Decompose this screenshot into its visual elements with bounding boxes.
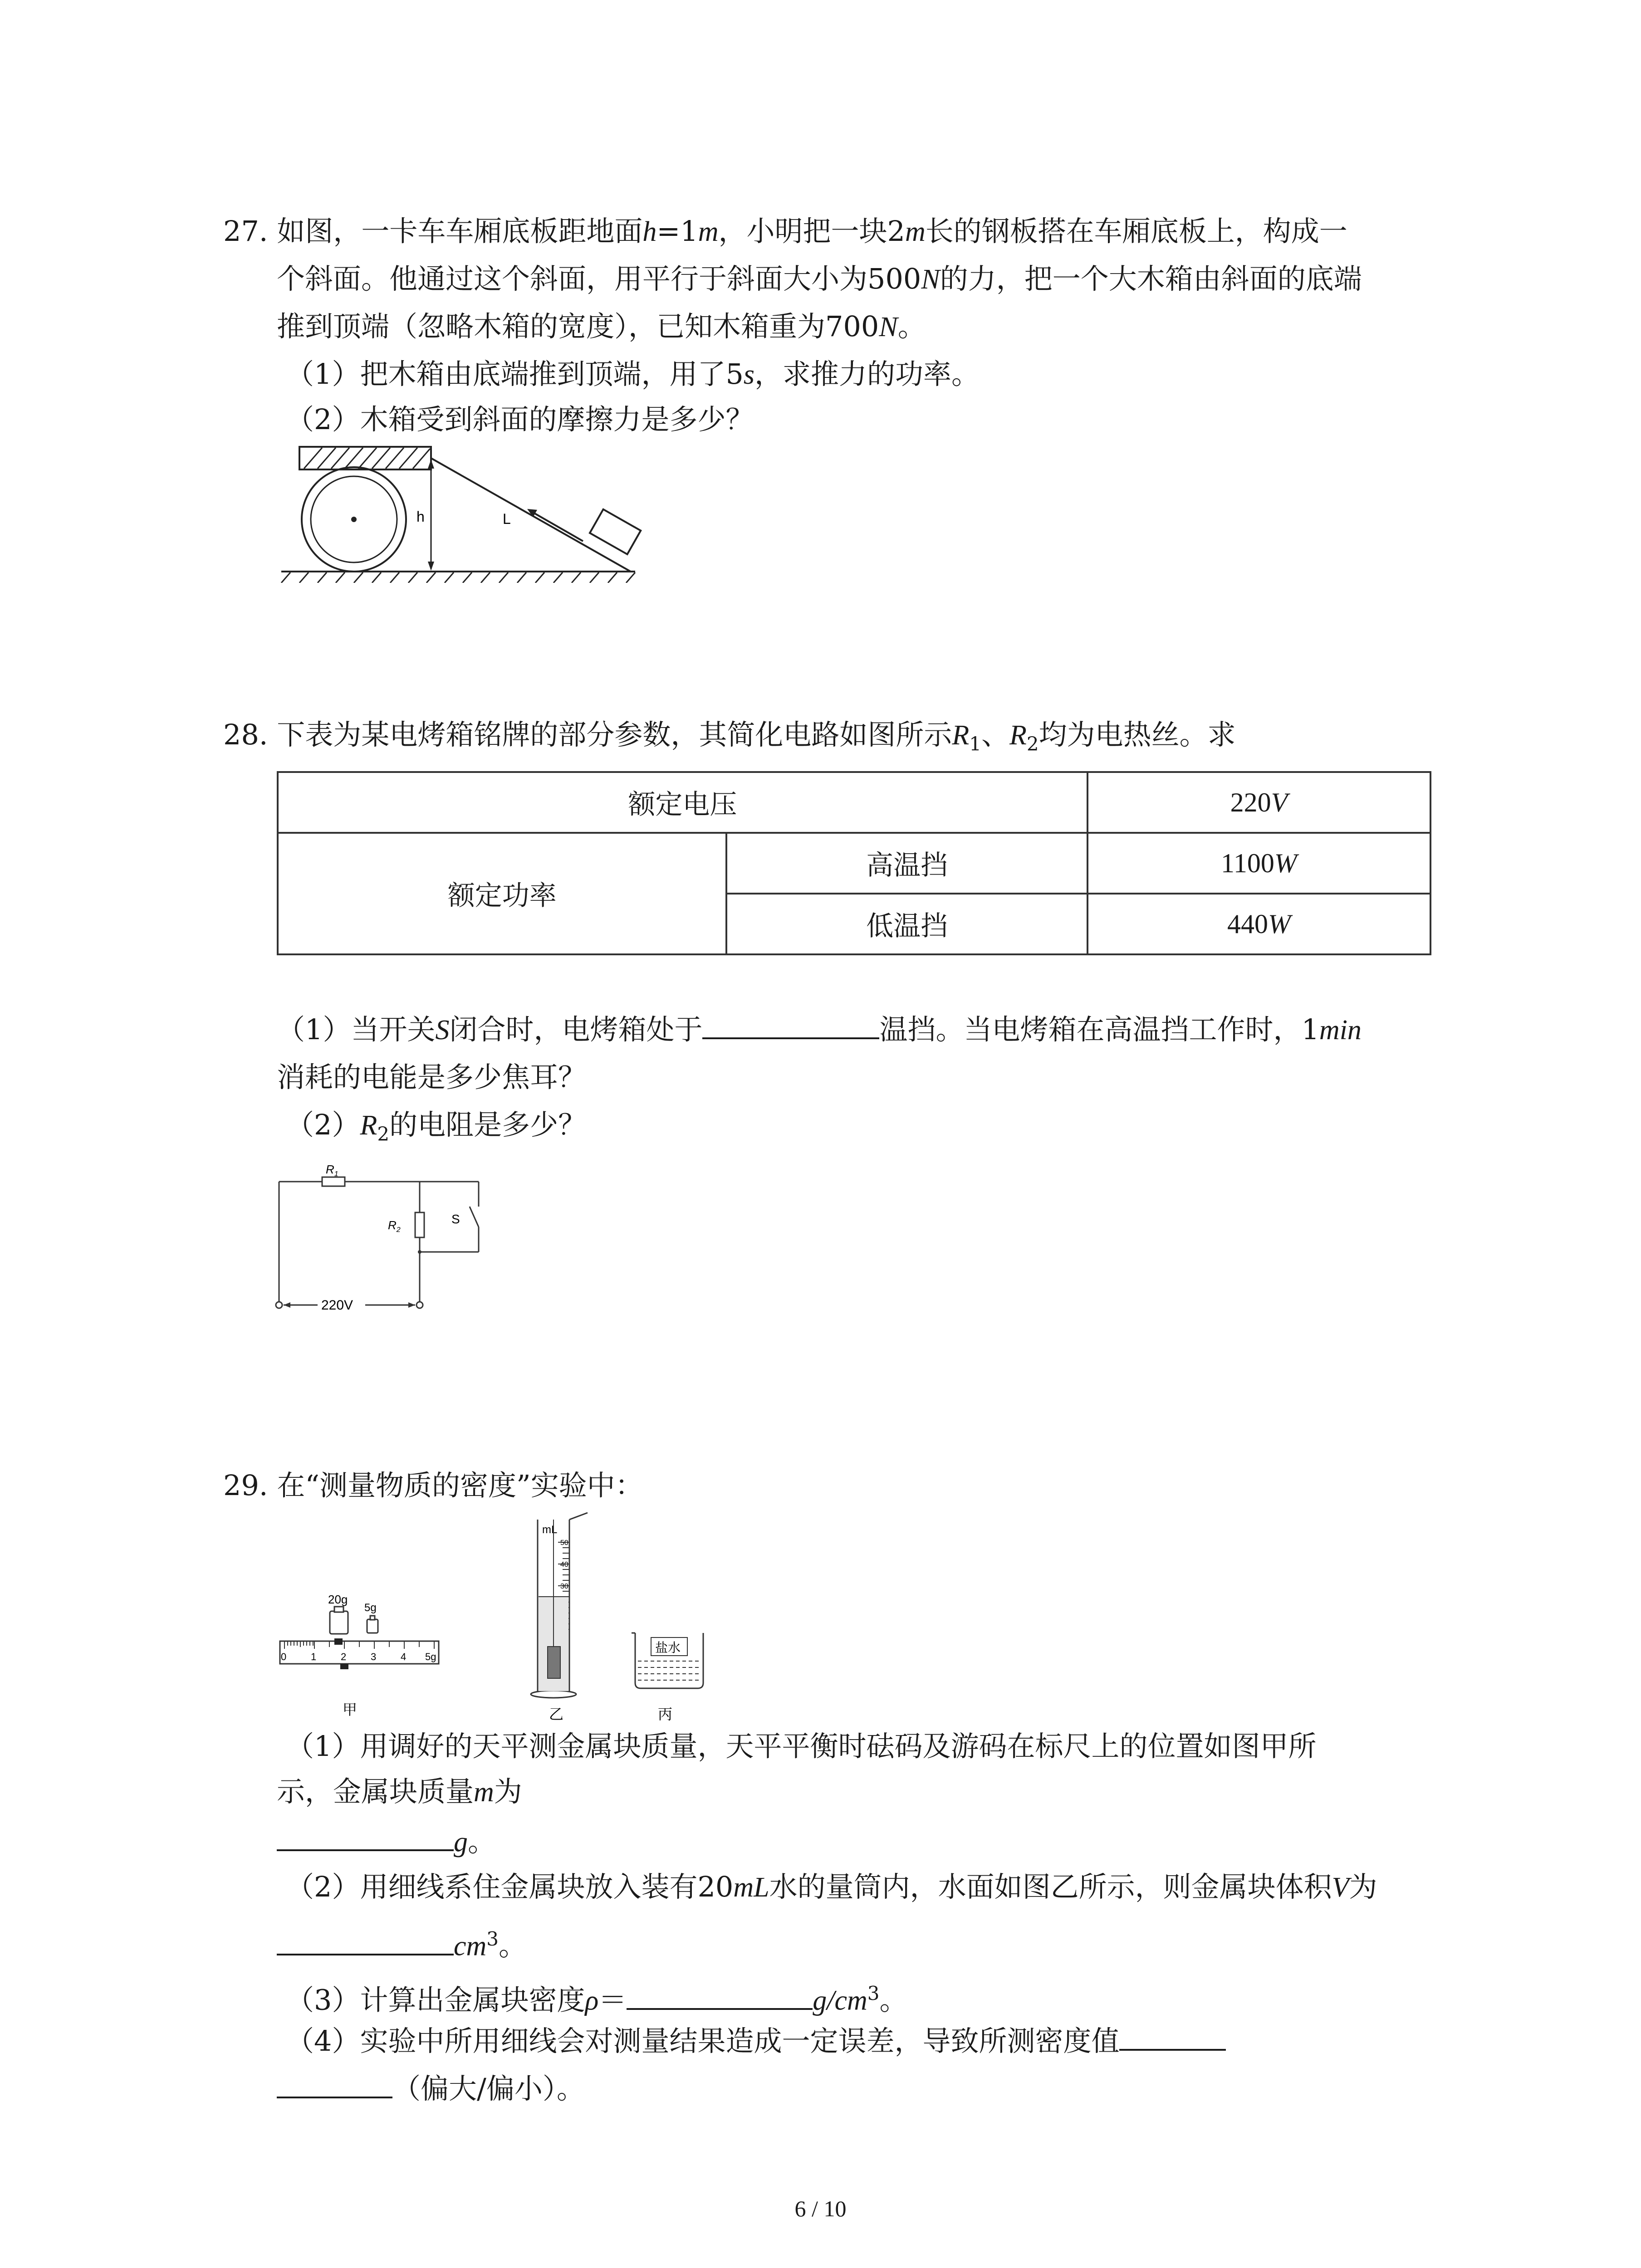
ground-hatch <box>281 572 635 583</box>
wheel-hub <box>351 517 357 522</box>
q27-line-2: 个斜面。他通过这个斜面，用平行于斜面大小为500N的力，把一个大木箱由斜面的底端 <box>277 262 1362 295</box>
high-temp-value: 1100W <box>1087 833 1430 894</box>
hatch-lines <box>304 448 430 469</box>
svg-text:0: 0 <box>281 1651 287 1662</box>
label-L: L <box>503 511 511 527</box>
wooden-box <box>590 509 641 554</box>
q27-incline-figure <box>272 442 644 583</box>
weight-20g <box>330 1611 348 1634</box>
terminal-left <box>276 1302 282 1308</box>
q29-line-1: 29. 在“测量物质的密度”实验中： <box>223 1469 643 1502</box>
q29-sub-4-cont: （偏大/偏小）。 <box>277 2071 585 2107</box>
q28-sub-2: $(2)R_2$的电阻是多少？ <box>286 1108 587 1145</box>
q29-sub-3: （3）计算出金属块密度$\rho= g/cm^3$。 <box>286 1982 908 2017</box>
answer-blank-error-1[interactable] <box>1119 2024 1226 2051</box>
q29-number: 29. <box>223 1469 268 1502</box>
ml-label: mL <box>542 1524 558 1536</box>
svg-text:2: 2 <box>341 1651 347 1662</box>
q27-line-3: 推到顶端（忽略木箱的宽度），已知木箱重为700N。 <box>277 310 926 343</box>
caption-yi: 乙 <box>549 1706 564 1722</box>
label-r1: $R_1$ <box>326 1163 338 1178</box>
resistor-r1 <box>322 1177 345 1186</box>
metal-block <box>548 1647 560 1678</box>
beaker-label: 盐水 <box>655 1641 681 1655</box>
table-row <box>278 772 1430 833</box>
label-220v: 220V <box>321 1298 353 1313</box>
q29-sub-4: （4）实验中所用细线会对测量结果造成一定误差，导致所测密度值 <box>286 2023 1226 2059</box>
push-arrow <box>531 511 583 541</box>
weight-20g-label: 20g <box>328 1593 348 1606</box>
q27-sub-1: （1）把木箱由底端推到顶端，用了5s，求推力的功率。 <box>286 357 980 391</box>
caption-bing: 丙 <box>658 1706 673 1722</box>
switch-s <box>470 1207 479 1227</box>
rider <box>334 1638 343 1645</box>
q29-sub-2: （2）用细线系住金属块放入装有20mL水的量筒内，水面如图乙所示，则金属块体积V为 <box>286 1870 1377 1903</box>
q28-sub-1: （1）当开关S闭合时，电烤箱处于 温挡。当电烤箱在高温挡工作时，1min <box>277 1013 1362 1046</box>
low-temp-label: 低温挡 <box>726 894 1087 954</box>
svg-text:4: 4 <box>401 1651 407 1662</box>
svg-text:50: 50 <box>560 1539 568 1547</box>
low-temp-value: 440W <box>1087 894 1430 954</box>
q28-number: 28. <box>223 718 268 751</box>
q29-figure-jia <box>274 1588 447 1724</box>
resistor-r2 <box>415 1212 424 1237</box>
q27-sub-2: （2）木箱受到斜面的摩擦力是多少？ <box>286 403 754 436</box>
q28-circuit-diagram <box>272 1159 499 1331</box>
q27-number: 27. <box>223 215 268 248</box>
caption-jia: 甲 <box>343 1701 358 1718</box>
high-temp-label: 高温挡 <box>726 833 1087 894</box>
label-r2: $R_2$ <box>388 1218 401 1234</box>
svg-text:5g: 5g <box>425 1651 436 1662</box>
q29-sub-1-answer: g。 <box>277 1823 496 1860</box>
q29-figure-yi <box>529 1510 615 1724</box>
spec-table <box>277 771 1431 955</box>
answer-blank-error-2[interactable] <box>277 2071 392 2098</box>
svg-text:3: 3 <box>371 1651 377 1662</box>
weight-5g <box>367 1619 378 1633</box>
terminal-right <box>416 1302 423 1308</box>
q29-sub-2-answer: $cm^3$。 <box>277 1921 527 1965</box>
q29-sub-1: （1）用调好的天平测金属块质量，天平平衡时砝码及游码在标尺上的位置如图甲所 <box>286 1730 1317 1763</box>
label-s: S <box>451 1212 460 1226</box>
page-number: 6 / 10 <box>794 2196 847 2221</box>
q27-line-1: 27. 如图，一卡车车厢底板距地面h=1m，小明把一块2m长的钢板搭在车厢底板上，构成一 <box>223 215 1347 248</box>
table-row <box>278 833 1430 894</box>
q28-line-1: 28. 下表为某电烤箱铭牌的部分参数，其简化电路如图所示$R_1$、$R_2$均为电热丝。求 <box>223 718 1236 755</box>
answer-blank-volume[interactable] <box>277 1928 454 1955</box>
answer-blank-temp[interactable] <box>702 1012 879 1039</box>
answer-blank-mass[interactable] <box>277 1824 454 1851</box>
weight-5g-label: 5g <box>364 1602 377 1614</box>
rated-power-label: 额定功率 <box>278 833 726 954</box>
svg-text:40: 40 <box>560 1561 568 1569</box>
rated-voltage-label: 额定电压 <box>278 772 1087 833</box>
q29-figure-bing <box>626 1624 717 1724</box>
svg-text:1: 1 <box>311 1651 317 1662</box>
q29-sub-1-cont: 示，金属块质量m为 <box>277 1775 522 1808</box>
q28-sub-1-cont: 消耗的电能是多少焦耳？ <box>277 1061 587 1094</box>
answer-blank-density[interactable] <box>627 1983 813 2010</box>
svg-text:30: 30 <box>560 1583 568 1590</box>
label-h: h <box>416 508 425 525</box>
liquid-lines <box>638 1661 700 1680</box>
rated-voltage-value: 220V <box>1087 772 1430 833</box>
